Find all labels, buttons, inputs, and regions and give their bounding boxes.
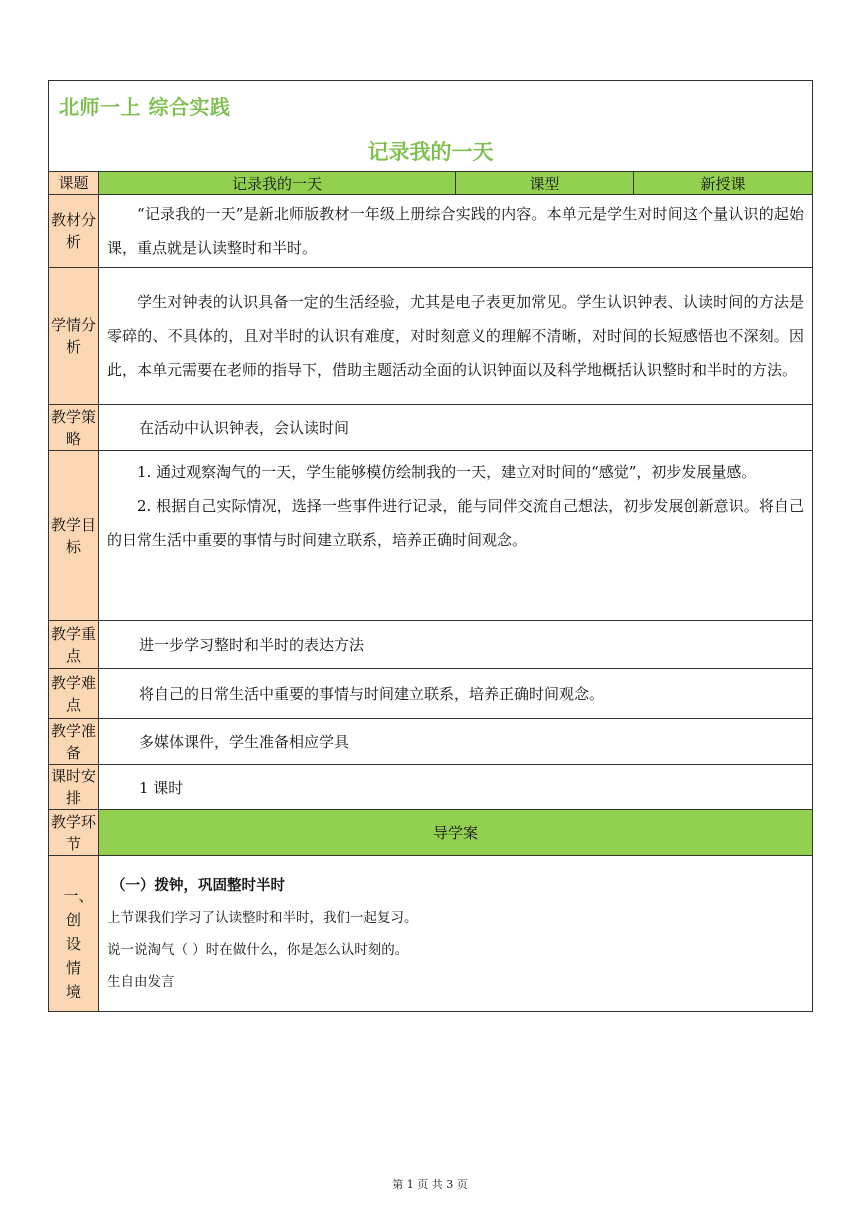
goal-item: 1. 通过观察淘气的一天，学生能够模仿绘制我的一天，建立对时间的“感觉”，初步发展量感。 <box>137 463 757 481</box>
process-value: 导学案 <box>99 810 813 856</box>
stage1-content <box>99 856 813 1012</box>
schedule-label: 课时安排 <box>49 765 99 810</box>
difficulty-label: 教学难点 <box>49 669 99 719</box>
goal-item: 2. 根据自己实际情况，选择一些事件进行记录，能与同伴交流自己想法，初步发展创新意识。将自己的日常生活中重要的事情与时间建立联系，培养正确时间观念。 <box>107 497 804 549</box>
page-title: 记录我的一天 <box>367 140 494 164</box>
process-label: 教学环节 <box>49 810 99 856</box>
header-cell <box>49 81 813 172</box>
prep-label: 教学准备 <box>49 719 99 765</box>
lesson-plan-sheet <box>48 80 812 1012</box>
focus-text: 进一步学习整时和半时的表达方法 <box>99 621 813 669</box>
focus-label: 教学重点 <box>49 621 99 669</box>
learner-content <box>99 268 813 405</box>
lesson-plan-table <box>48 80 813 1012</box>
page-footer: 第 1 页 共 3 页 <box>392 1178 468 1191</box>
stage1-label-text: 一、创设情境 <box>63 886 94 1001</box>
analysis-text: “记录我的一天”是新北师版教材一年级上册综合实践的内容。本单元是学生对时间这个量认识的起始课，重点就是认读整时和半时。 <box>107 205 804 257</box>
topic-label: 课题 <box>49 172 99 195</box>
analysis-label: 教材分析 <box>49 195 99 268</box>
strategy-text: 在活动中认识钟表，会认读时间 <box>99 405 813 451</box>
strategy-label: 教学策略 <box>49 405 99 451</box>
prep-text: 多媒体课件，学生准备相应学具 <box>99 719 813 765</box>
stage1-label <box>49 856 99 1012</box>
stage1-line: 生自由发言 <box>107 974 175 990</box>
stage1-line: 上节课我们学习了认读整时和半时，我们一起复习。 <box>107 910 418 926</box>
goals-label: 教学目标 <box>49 451 99 621</box>
brand-title: 北师一上 综合实践 <box>59 95 231 119</box>
goals-content <box>99 451 813 621</box>
analysis-content <box>99 195 813 268</box>
topic-value: 记录我的一天 <box>99 172 456 195</box>
learner-label: 学情分析 <box>49 268 99 405</box>
stage1-subtitle: （一）拨钟，巩固整时半时 <box>111 878 285 894</box>
type-label: 课型 <box>456 172 634 195</box>
schedule-text: 1 课时 <box>99 765 813 810</box>
type-value: 新授课 <box>634 172 813 195</box>
difficulty-text: 将自己的日常生活中重要的事情与时间建立联系，培养正确时间观念。 <box>99 669 813 719</box>
stage1-line: 说一说淘气（ ）时在做什么，你是怎么认时刻的。 <box>107 942 409 958</box>
learner-text: 学生对钟表的认识具备一定的生活经验，尤其是电子表更加常见。学生认识钟表、认读时间的方法是零碎的、不具体的，且对半时的认识有难度，对时刻意义的理解不清晰，对时间的长短感悟也不深刻。因此，本单元需要在老师的指导下，借助主题活动全面的认识钟面以及科学地概括认识整时和半时的方法。 <box>107 293 804 379</box>
